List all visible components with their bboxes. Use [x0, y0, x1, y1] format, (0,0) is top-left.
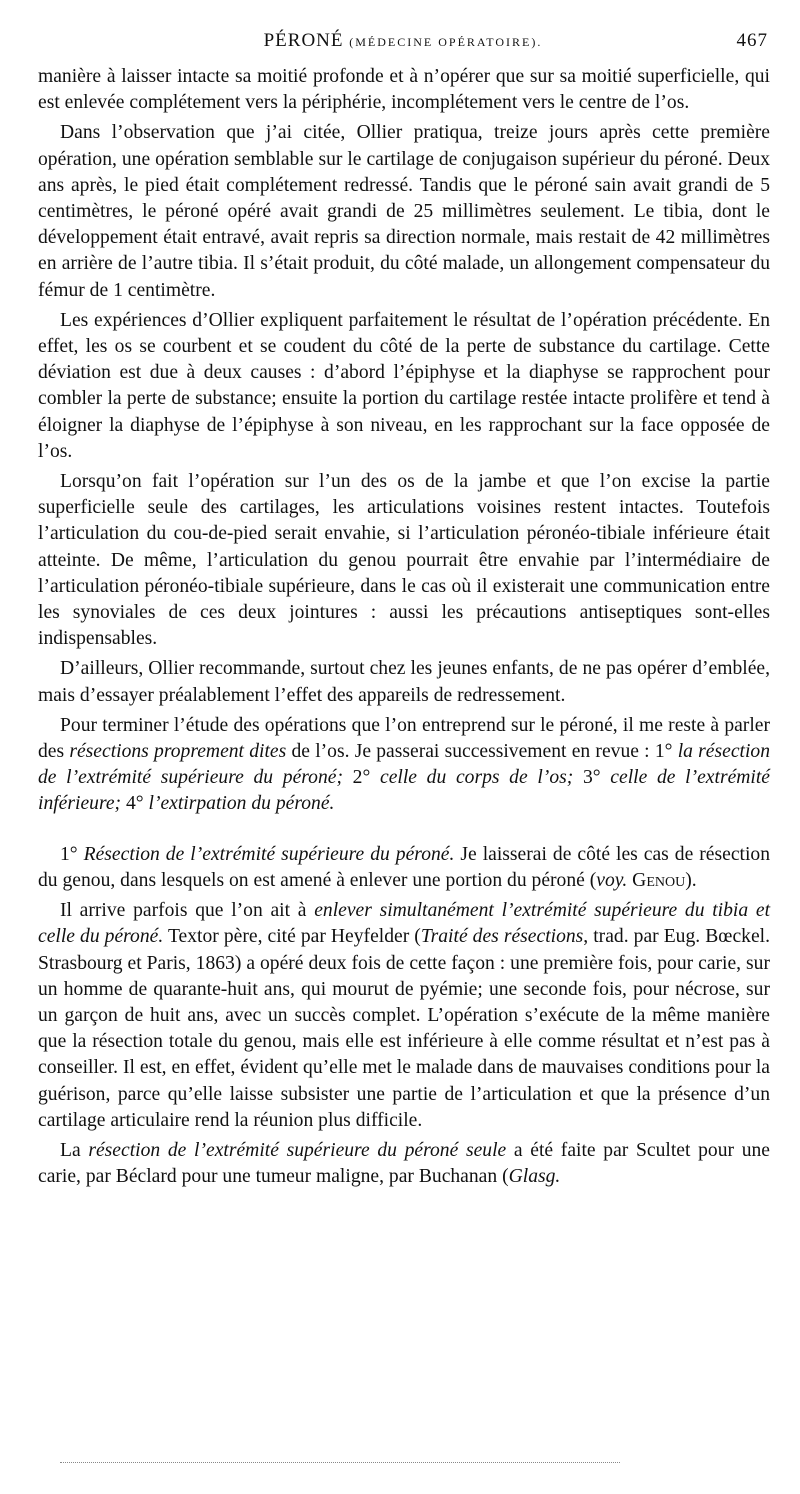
text-run: de l’os. Je passerai successivement en revue : 1°	[286, 741, 678, 763]
italic-text: Glasg.	[508, 1166, 561, 1188]
italic-text: Résection de l’extrémité supérieure du péroné.	[83, 843, 455, 865]
small-caps-text: Genou	[632, 869, 686, 891]
text-run: 1°	[60, 843, 84, 865]
paragraph	[38, 1138, 770, 1190]
text-run: Je laisserai de côté les cas de résection du genou, dans lesquels on est amené à enlever une portion du péroné (	[38, 843, 770, 891]
text-run: 4°	[125, 793, 149, 815]
italic-text: résection de l’extrémité supérieure du péroné seule	[88, 1139, 507, 1161]
italic-text: voy.	[596, 869, 628, 891]
text-run: Textor père, cité par Heyfelder (	[163, 926, 421, 948]
text-run: 3°	[582, 767, 611, 789]
page-bottom-rule	[60, 1462, 620, 1463]
italic-text: celle de l’extrémité inférieure;	[38, 767, 771, 815]
page-number: 467	[736, 30, 768, 51]
italic-text: Traité des résections	[420, 926, 584, 948]
running-title	[38, 30, 768, 52]
running-header	[38, 30, 768, 60]
text-run: , trad. par Eug. Bœckel. Strasbourg et Paris, 1863) a opéré deux fois de cette façon : une première fois, pour carie, sur un homme de quarante-huit ans, qui mourut de pyémie; une seconde fois, pour nécrose, sur un garçon de huit ans, avec un succès complet. L’opération s’exécute de la même manière que la résection totale du genou, mais elle est inférieure à elle comme résultat et n’est pas à conseiller. Il est, en effet, évident qu’elle met le malade dans de mauvaises conditions pour la guérison, parce qu’elle laisse subsister une partie de l’articulation et que la présence d’un cartilage articulaire rend la réunion plus difficile.	[38, 926, 770, 1131]
paragraph	[38, 308, 770, 465]
paragraph	[38, 469, 770, 652]
italic-text: celle du corps de l’os;	[380, 767, 583, 789]
italic-text: résections proprement dites	[69, 741, 287, 763]
italic-text: l’extirpation du péroné.	[148, 793, 335, 815]
text-run: 2°	[352, 767, 380, 789]
italic-text: la résection de l’extrémité supérieure du péroné;	[38, 741, 770, 789]
text-run: a été faite par Scultet pour une carie, par Béclard pour une tumeur maligne, par Buchanan (	[38, 1139, 770, 1188]
text-run: Il arrive parfois que l’on ait à	[60, 900, 315, 922]
text-run: Lorsqu’on fait l’opération sur l’un des os de la jambe et que l’on excise la partie superficielle seule des cartilages, les articulations voisines restent intactes. Toutefois l’articulation du cou-de-pied serait envahie, si l’articulation péronéo-tibiale inférieure était atteinte. De même, l’articulation du genou pourrait être envahie par l’intermédiaire de l’articulation péronéo-tibiale supérieure, dans le cas où il existerait une communication entre les synoviales de ces deux jointures : aussi les précautions antiseptiques sont-elles indispensables.	[38, 471, 770, 650]
paragraph	[38, 898, 770, 1134]
text-run: ).	[685, 869, 697, 891]
text-run: La	[60, 1139, 89, 1161]
paragraph	[38, 64, 770, 116]
text-run: Pour terminer l’étude des opérations que l’on entreprend sur le péroné, il me reste à parler des	[38, 714, 770, 763]
running-title-main: PÉRONÉ	[263, 30, 344, 51]
text-run: D’ailleurs, Ollier recommande, surtout chez les jeunes enfants, de ne pas opérer d’emblée, mais d’essayer préalablement l’effet des appareils de redressement.	[38, 658, 770, 706]
text-run: Dans l’observation que j’ai citée, Ollier pratiqua, treize jours après cette première opération, une opération semblable sur le cartilage de conjugaison supérieur du péroné. Deux ans après, le pied était complétement redressé. Tandis que le péroné sain avait grandi de 5 centimètres, le péroné opéré avait grandi de 25 millimètres seulement. Le tibia, dont le développement était entravé, avait repris sa direction normale, mais restait de 42 millimètres en arrière de l’autre tibia. Il s’était produit, du côté malade, un allongement compensateur du fémur de 1 centimètre.	[38, 122, 770, 301]
paragraph	[38, 120, 770, 303]
text-run: manière à laisser intacte sa moitié profonde et à n’opérer que sur sa moitié superficielle, qui est enlevée complétement vers la périphérie, incomplétement vers le centre de l’os.	[38, 66, 770, 114]
running-title-sub: (MÉDECINE OPÉRATOIRE).	[349, 35, 543, 49]
italic-text: enlever simultanément l’extrémité supérieure du tibia et celle du péroné.	[38, 900, 771, 948]
body-text	[38, 64, 770, 1194]
text-run: Les expériences d’Ollier expliquent parfaitement le résultat de l’opération précédente. En effet, les os se courbent et se coudent du côté de la perte de substance du cartilage. Cette déviation est due à deux causes : d’abord l’épiphyse et la diaphyse se rapprochent pour combler la perte de substance; ensuite la portion du cartilage restée intacte prolifère et tend à éloigner la diaphyse de l’épiphyse à son niveau, en les rapprochant sur la face opposée de l’os.	[38, 309, 770, 462]
section-paragraph	[38, 842, 770, 894]
paragraph	[38, 656, 770, 708]
paragraph	[38, 713, 770, 818]
